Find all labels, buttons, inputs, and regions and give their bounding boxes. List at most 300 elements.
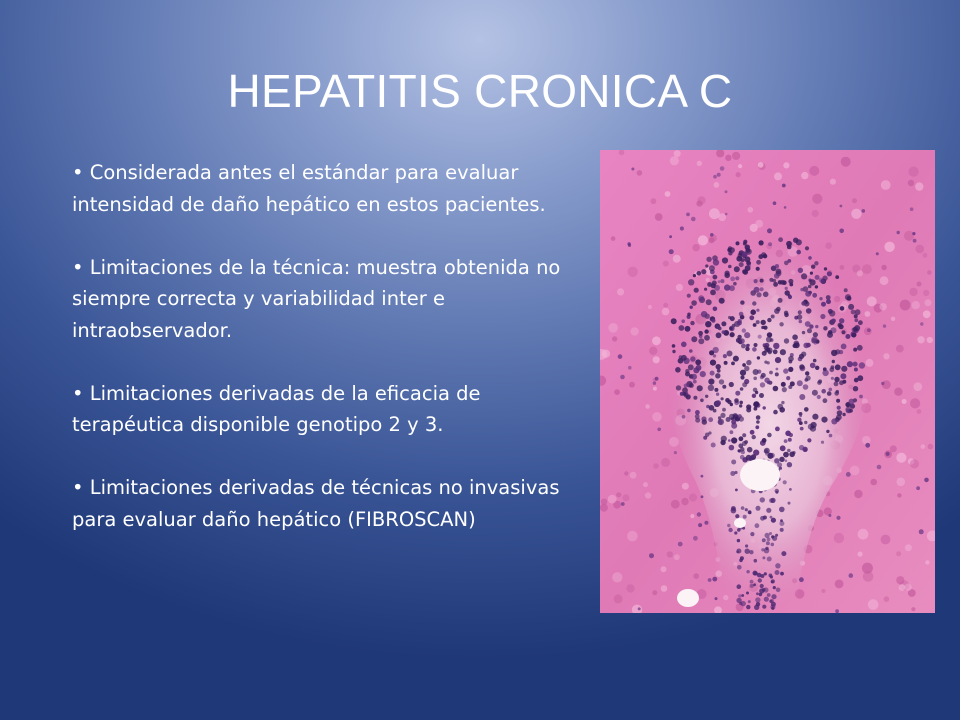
nucleus [832,360,835,363]
nucleus [753,388,758,393]
nucleus [718,420,723,425]
nucleus [803,384,809,390]
nucleus [853,386,858,391]
cell-texture [909,288,917,296]
nucleus [753,401,759,407]
nucleus [737,539,740,542]
nucleus [710,233,714,237]
nucleus [720,166,725,171]
nucleus [749,550,753,554]
nucleus [739,338,745,344]
cell-texture [663,303,668,308]
nucleus [812,414,818,420]
nucleus [681,319,685,323]
nucleus [805,246,809,250]
cell-texture [897,493,901,497]
nucleus [775,357,781,363]
cell-texture [689,493,697,501]
histology-image [600,150,935,613]
nucleus [814,261,818,265]
nucleus [807,328,812,333]
nucleus [693,536,698,541]
nucleus [788,356,794,362]
nucleus [697,271,702,276]
nucleus [834,382,839,387]
cell-texture [851,209,861,219]
nucleus [763,587,768,592]
cell-texture [923,310,931,318]
nucleus [786,376,790,380]
nucleus [655,377,659,381]
nucleus [737,321,742,326]
cell-texture [626,584,634,592]
nucleus [808,285,812,289]
cell-texture [905,584,912,591]
nucleus [672,350,675,353]
nucleus [705,264,708,267]
cell-texture [645,492,651,498]
nucleus [805,321,811,327]
bile-duct [740,459,780,491]
nucleus [750,309,756,315]
nucleus [829,367,834,372]
nucleus [753,323,757,327]
nucleus [724,273,730,279]
nucleus [847,296,852,301]
nucleus [755,425,759,429]
nucleus [750,584,754,588]
nucleus [772,536,777,541]
nucleus [788,295,792,299]
nucleus [848,304,854,310]
nucleus [695,359,701,365]
nucleus [750,532,754,536]
nucleus [840,373,846,379]
cell-texture [923,253,928,258]
nucleus [689,349,693,353]
nucleus [807,438,811,442]
cell-texture [925,560,929,564]
nucleus [767,228,772,233]
cell-texture [840,265,845,270]
nucleus [717,369,721,373]
nucleus [719,298,725,304]
cell-texture [651,198,657,204]
nucleus [811,336,817,342]
cell-texture [896,453,906,463]
nucleus [756,602,760,606]
cell-texture [910,459,919,468]
cell-texture [894,388,902,396]
nucleus [709,265,715,271]
nucleus [691,374,697,380]
nucleus [739,602,742,605]
nucleus [857,345,863,351]
nucleus [769,371,773,375]
cell-texture [627,531,638,542]
nucleus [710,290,716,296]
nucleus [729,414,735,420]
nucleus [764,361,767,364]
nucleus [818,379,822,383]
nucleus [701,269,706,274]
nucleus [799,394,805,400]
nucleus [876,252,879,255]
nucleus [798,310,802,314]
nucleus [857,375,863,381]
cell-texture [736,172,741,177]
nucleus [813,332,818,337]
cell-texture [614,389,620,395]
nucleus [784,338,789,343]
cell-texture [697,196,705,204]
cell-texture [692,244,699,251]
nucleus [700,371,706,377]
nucleus [844,288,848,292]
nucleus [698,331,703,336]
nucleus [831,418,837,424]
cell-texture [834,533,844,543]
nucleus [813,359,817,363]
cell-texture [912,301,920,309]
nucleus [755,523,760,528]
nucleus [814,342,817,345]
nucleus [698,295,704,301]
nucleus [723,354,727,358]
cell-texture [637,170,643,176]
nucleus [851,310,856,315]
cell-texture [812,194,822,204]
nucleus [729,382,734,387]
cell-texture [902,399,907,404]
nucleus [819,297,822,300]
nucleus [796,250,801,255]
nucleus [760,584,764,588]
nucleus [771,315,775,319]
cell-texture [645,404,650,409]
nucleus [771,607,774,610]
nucleus [730,316,735,321]
nucleus [759,393,764,398]
cell-texture [914,382,923,391]
nucleus [775,427,780,432]
nucleus [839,318,844,323]
nucleus [773,586,776,589]
nucleus [698,338,704,344]
cell-texture [896,345,904,353]
cell-texture [927,270,932,275]
nucleus [775,264,779,268]
nucleus [913,239,917,243]
slide-title: HEPATITIS CRONICA C [227,65,733,117]
nucleus [842,330,846,334]
nucleus [748,600,751,603]
nucleus [743,240,747,244]
cell-texture [628,267,638,277]
nucleus [919,529,924,534]
nucleus [686,213,690,217]
nucleus [836,516,840,520]
nucleus [739,559,743,563]
nucleus [693,396,697,400]
nucleus [762,538,766,542]
nucleus [788,438,792,442]
nucleus [763,292,769,298]
nucleus [752,301,756,305]
nucleus [738,450,741,453]
nucleus [720,413,725,418]
bullet-list [72,157,592,535]
nucleus [708,385,714,391]
nucleus [799,320,803,324]
nucleus [716,364,721,369]
nucleus [725,190,728,193]
nucleus [785,459,788,462]
cell-texture [857,270,863,276]
cell-texture [601,499,607,505]
cell-texture [884,242,894,252]
nucleus [787,462,792,467]
nucleus [776,368,779,371]
nucleus [812,390,818,396]
cell-texture [663,261,669,267]
nucleus [736,551,739,554]
nucleus [649,553,654,558]
nucleus [704,335,710,341]
nucleus [854,368,858,372]
nucleus [829,434,833,438]
nucleus [719,379,724,384]
nucleus [853,348,857,352]
nucleus [827,391,832,396]
nucleus [798,268,803,273]
nucleus [720,440,725,445]
nucleus [789,283,793,287]
bullet-item: • Limitaciones derivadas de la eficacia de terapéutica disponible genotipo 2 y 3. [72,381,481,436]
nucleus [735,514,739,518]
nucleus [828,514,831,517]
nucleus [842,413,845,416]
nucleus [803,343,809,349]
nucleus [757,356,760,359]
nucleus [724,284,730,290]
nucleus [693,380,697,384]
nucleus [674,451,677,454]
nucleus [769,574,773,578]
nucleus [809,279,815,285]
nucleus [916,486,920,490]
nucleus [687,294,691,298]
nucleus [766,337,772,343]
nucleus [770,498,775,503]
nucleus [775,563,780,568]
nucleus [783,452,789,458]
nucleus [734,398,739,403]
cell-texture [714,182,720,188]
cell-texture [669,437,679,447]
nucleus [782,184,786,188]
nucleus [728,246,732,250]
nucleus [746,570,749,573]
nucleus [924,478,929,483]
nucleus [778,404,784,410]
nucleus [708,379,714,385]
cell-texture [732,152,740,160]
cell-texture [661,566,667,572]
nucleus [765,451,770,456]
cell-texture [653,387,657,391]
nucleus [730,277,735,282]
nucleus [788,502,791,505]
cell-texture [917,409,922,414]
nucleus [701,475,704,478]
cell-texture [681,498,688,505]
nucleus [754,343,758,347]
cell-texture [900,300,911,311]
cell-texture [883,353,889,359]
cell-texture [891,317,895,321]
nucleus [715,400,721,406]
nucleus [776,588,781,593]
cell-texture [908,180,914,186]
nucleus [769,278,773,282]
nucleus [733,282,737,286]
nucleus [787,259,791,263]
nucleus [821,302,826,307]
nucleus [823,398,828,403]
nucleus [805,371,809,375]
nucleus [748,511,751,514]
cell-texture [670,156,679,165]
nucleus [762,605,766,609]
cell-texture [623,494,630,501]
nucleus [756,506,761,511]
nucleus [722,330,726,334]
nucleus [805,291,811,297]
nucleus [753,369,759,375]
nucleus [829,388,833,392]
nucleus [708,417,713,422]
nucleus [746,605,750,609]
nucleus [731,506,736,511]
nucleus [733,356,739,362]
cell-texture [917,282,922,287]
cell-texture [880,276,889,285]
nucleus [820,314,825,319]
nucleus [840,306,845,311]
nucleus [695,410,700,415]
nucleus [773,343,779,349]
nucleus [705,321,711,327]
nucleus [862,209,866,213]
nucleus [725,213,728,216]
nucleus [685,372,690,377]
nucleus [808,256,812,260]
nucleus [742,328,746,332]
nucleus [752,347,757,352]
nucleus [754,559,758,563]
nucleus [743,515,747,519]
nucleus [731,437,737,443]
nucleus [745,508,748,511]
cell-texture [748,207,754,213]
cell-texture [674,150,681,157]
nucleus [847,361,853,367]
nucleus [785,287,788,290]
nucleus [697,512,701,516]
nucleus [810,363,816,369]
nucleus [767,381,770,384]
cell-texture [652,590,657,595]
nucleus [690,321,694,325]
nucleus [713,354,716,357]
nucleus [827,271,832,276]
nucleus [713,259,719,265]
nucleus [701,311,707,317]
nucleus [780,445,786,451]
nucleus [778,237,783,242]
nucleus [788,385,792,389]
cell-texture [905,544,912,551]
nucleus [846,472,851,477]
nucleus [774,273,780,279]
nucleus [705,395,708,398]
nucleus [801,273,807,279]
cell-texture [884,596,890,602]
nucleus [784,439,788,443]
nucleus [760,497,765,502]
cell-texture [881,265,886,270]
nucleus [840,205,843,208]
cell-texture [648,305,652,309]
nucleus [787,449,791,453]
nucleus [805,378,809,382]
nucleus [683,392,687,396]
nucleus [802,331,805,334]
small-vessel [734,518,746,528]
nucleus [810,272,813,275]
cell-texture [682,483,689,490]
cell-texture [825,242,832,249]
nucleus [819,278,824,283]
nucleus [786,241,792,247]
nucleus [756,592,759,595]
nucleus [734,531,737,534]
nucleus [761,373,766,378]
nucleus [707,282,712,287]
nucleus [853,362,858,367]
nucleus [749,315,754,320]
nucleus [812,293,817,298]
nucleus [771,518,776,523]
cell-texture [608,323,618,333]
nucleus [742,252,748,258]
nucleus [675,367,681,373]
nucleus [780,528,784,532]
bullet-item: • Limitaciones de la técnica: muestra obtenida no siempre correcta y variabilidad inter e intraobservador. [72,255,561,342]
nucleus [779,457,784,462]
nucleus [678,542,683,547]
cell-texture [674,554,680,560]
nucleus [867,328,871,332]
nucleus [706,299,712,305]
nucleus [770,599,774,603]
nucleus [756,309,759,312]
cell-texture [923,290,929,296]
nucleus [690,306,693,309]
nucleus [781,401,784,404]
nucleus [631,168,634,171]
